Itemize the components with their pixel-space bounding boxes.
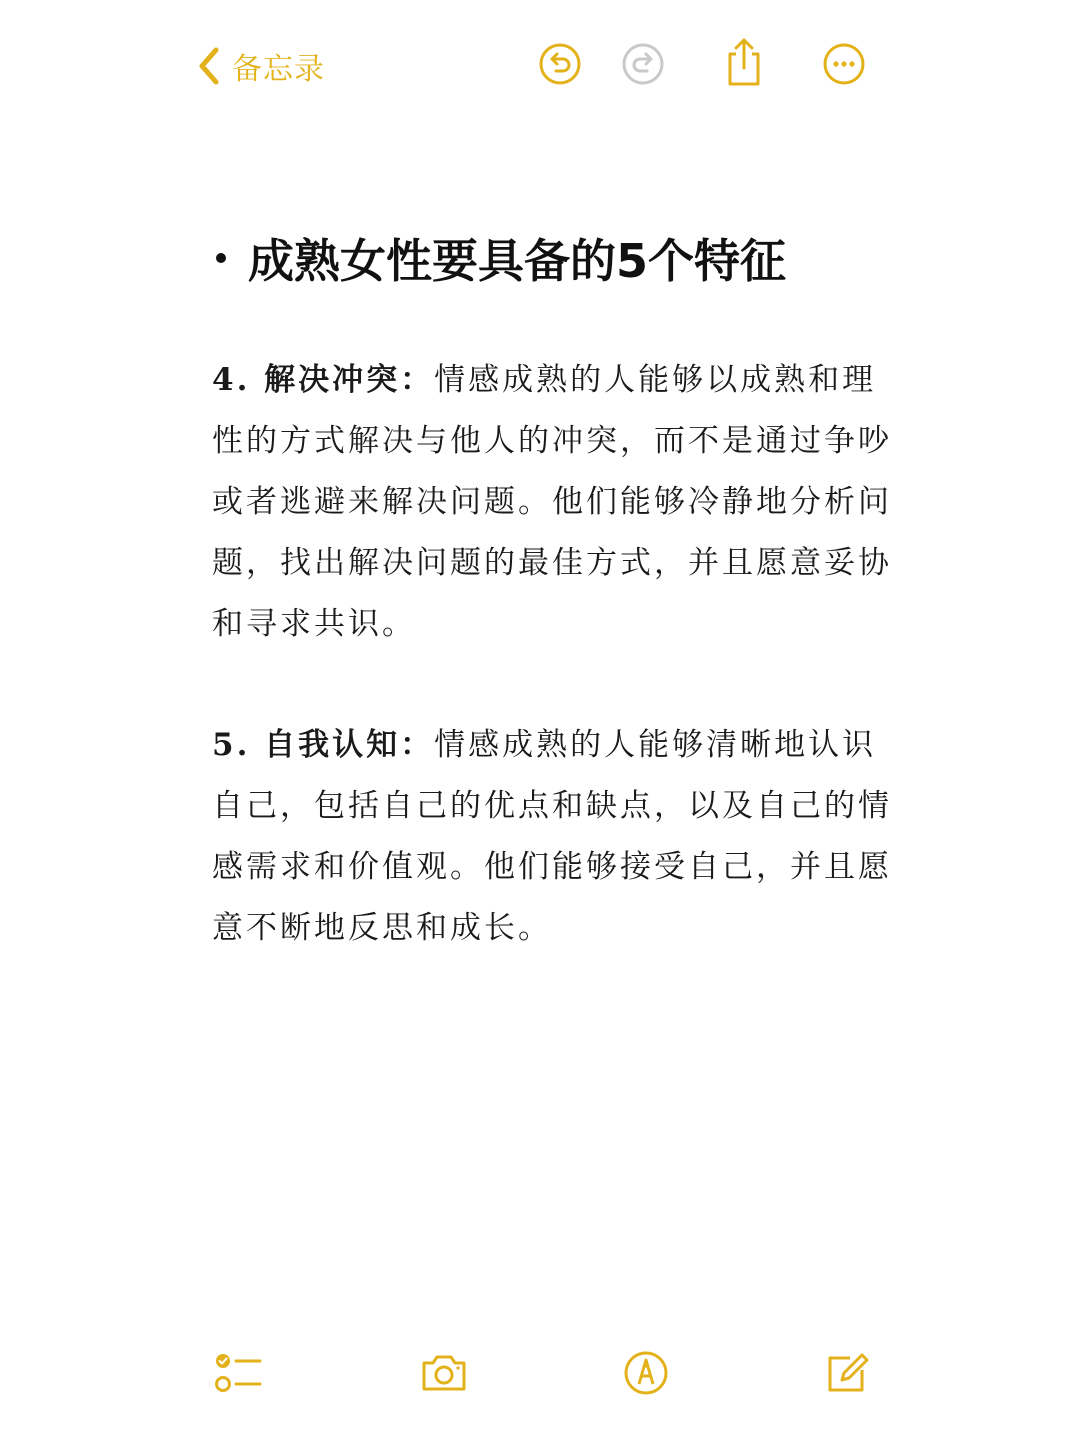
chevron-left-icon	[196, 46, 222, 86]
paragraph-text: 情感成熟的人能够以成熟和理性的方式解决与他人的冲突，而不是通过争吵或者逃避来解决问题。他们能够冷静地分析问题，找出解决问题的最佳方式，并且愿意妥协和寻求共识。	[212, 362, 892, 642]
note-title-text: 成熟女性要具备的5个特征	[248, 234, 787, 288]
undo-icon	[538, 42, 582, 90]
redo-button[interactable]	[621, 44, 665, 88]
checklist-button[interactable]	[214, 1350, 264, 1400]
compose-button[interactable]	[822, 1350, 872, 1400]
bullet-point	[216, 253, 226, 263]
back-button[interactable]	[196, 40, 325, 92]
markup-button[interactable]	[621, 1350, 671, 1400]
checklist-icon	[214, 1351, 264, 1399]
share-icon	[722, 36, 766, 92]
paragraph-lead: 4. 解决冲突：	[212, 362, 435, 398]
paragraph-text: 情感成熟的人能够清晰地认识自己，包括自己的优点和缺点，以及自己的情感需求和价值观。他们能够接受自己，并且愿意不断地反思和成长。	[212, 727, 892, 946]
note-paragraph	[212, 715, 902, 959]
paragraph-lead: 5. 自我认知：	[212, 727, 435, 763]
compose-icon	[824, 1350, 870, 1400]
note-title	[212, 222, 902, 294]
bottom-toolbar	[0, 1340, 1080, 1410]
note-paragraph	[212, 350, 902, 655]
camera-icon	[419, 1351, 469, 1399]
more-button[interactable]	[822, 44, 866, 88]
camera-button[interactable]	[419, 1350, 469, 1400]
top-toolbar	[0, 0, 1080, 130]
markup-icon	[623, 1350, 669, 1400]
redo-icon	[621, 42, 665, 90]
back-label: 备忘录	[232, 52, 325, 87]
share-button[interactable]	[722, 38, 766, 90]
note-body[interactable]	[212, 222, 902, 959]
more-icon	[822, 42, 866, 90]
undo-button[interactable]	[538, 44, 582, 88]
